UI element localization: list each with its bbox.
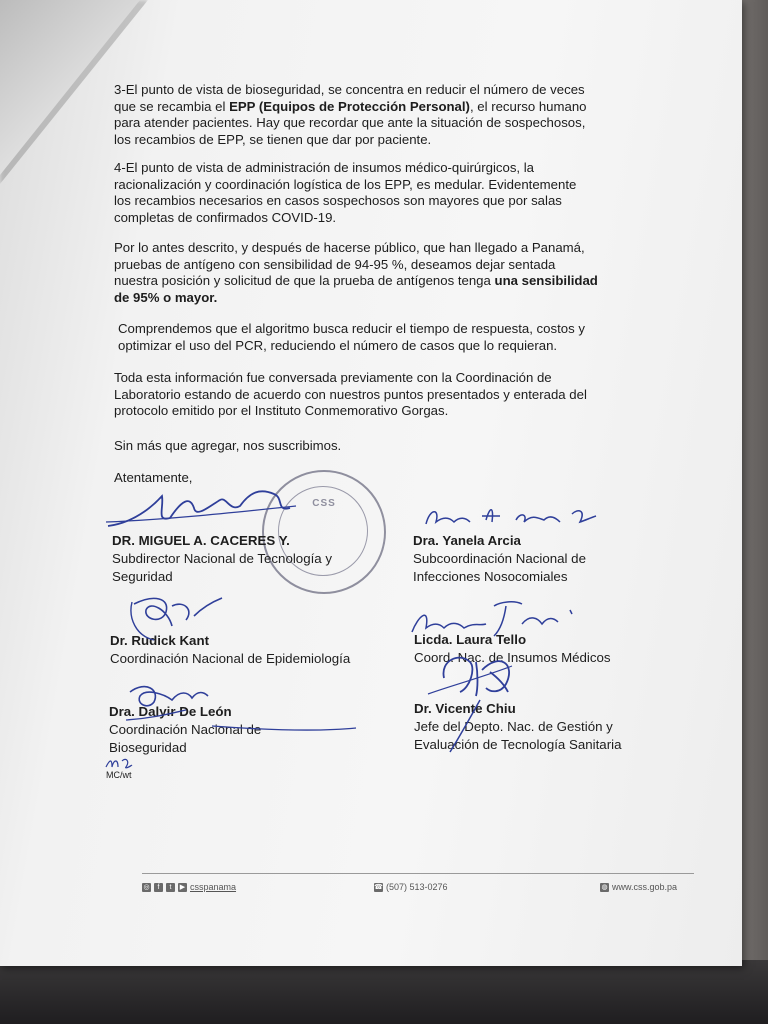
paragraph-line bbox=[114, 273, 646, 290]
paragraph-line: los recambios de EPP, se tienen que dar por paciente. bbox=[114, 131, 432, 147]
signatory-name: Licda. Laura Tello bbox=[414, 632, 527, 647]
closing-sentence: Sin más que agregar, nos suscribimos. bbox=[114, 438, 342, 453]
background-bottom bbox=[0, 960, 768, 1024]
typist-initials: MC/wt bbox=[106, 770, 132, 780]
signatory-chiu bbox=[414, 700, 621, 754]
footer-social bbox=[142, 882, 236, 892]
facebook-icon: f bbox=[154, 883, 163, 892]
paragraph-line: completas de confirmados COVID-19. bbox=[114, 209, 337, 225]
signatory-caceres bbox=[112, 532, 332, 586]
paragraph-line: Toda esta información fue conversada previamente con la Coordinación de bbox=[114, 370, 552, 385]
footer-phone bbox=[374, 882, 448, 892]
youtube-icon: ▶ bbox=[179, 883, 186, 891]
footer-social-handle: csspanama bbox=[190, 882, 237, 892]
signatory-title: Subdirector Nacional de Tecnología y bbox=[112, 551, 333, 566]
paragraph-line: 3-El punto de vista de bioseguridad, se concentra en reducir el número de veces bbox=[114, 82, 585, 97]
signatory-title: Infecciones Nosocomiales bbox=[413, 569, 568, 584]
text-run: nuestra posición y solicitud de que la prueba de antígenos tenga bbox=[114, 273, 495, 288]
paragraph-line: Por lo antes descrito, y después de hacerse público, que han llegado a Panamá, bbox=[114, 240, 585, 255]
paragraph-line: racionalización y coordinación logística de los EPP, es medular. Evidentemente bbox=[114, 176, 577, 192]
text-run-bold: de 95% o mayor. bbox=[114, 289, 218, 305]
signatory-name: DR. MIGUEL A. CACERES Y. bbox=[112, 533, 290, 548]
signatory-arcia bbox=[413, 532, 586, 586]
paragraph-4 bbox=[114, 160, 646, 226]
signatory-name: Dr. Vicente Chiu bbox=[414, 701, 516, 716]
paragraph-line: Comprendemos que el algoritmo busca reducir el tiempo de respuesta, costos y bbox=[118, 321, 585, 336]
signature-arcia bbox=[420, 500, 600, 534]
signatory-title: Coord. Nac. de Insumos Médicos bbox=[414, 650, 611, 665]
paragraph-6 bbox=[118, 321, 646, 354]
footer-website-url: www.css.gob.pa bbox=[612, 882, 678, 892]
signatory-title: Coordinación Nacional de bbox=[109, 722, 262, 737]
text-run: que se recambia el bbox=[114, 98, 230, 114]
signatory-title: Jefe del Depto. Nac. de Gestión y bbox=[414, 719, 613, 734]
globe-icon: ◍ bbox=[601, 883, 608, 891]
twitter-icon: t bbox=[166, 883, 175, 892]
instagram-icon: ◎ bbox=[143, 883, 150, 891]
text-run: , el recurso humano bbox=[469, 98, 587, 114]
paragraph-line bbox=[114, 290, 646, 307]
signatory-name: Dra. Dalyir De León bbox=[109, 704, 232, 719]
stamp-text: CSS bbox=[312, 498, 336, 509]
paragraph-line: los recambios necesarios en casos sospechosos son mayores que por salas bbox=[114, 193, 562, 208]
paragraph-line: optimizar el uso del PCR, reduciendo el número de casos que lo requieran. bbox=[118, 337, 558, 353]
initials-mark bbox=[104, 755, 134, 771]
footer-divider bbox=[142, 873, 694, 874]
signatory-title: Bioseguridad bbox=[109, 740, 187, 755]
closing-salutation: Atentamente, bbox=[114, 470, 193, 485]
paragraph-line: Laboratorio estando de acuerdo con nuestros puntos presentados y enterada del bbox=[114, 386, 587, 402]
paragraph-line bbox=[114, 99, 646, 116]
phone-icon: ☎ bbox=[374, 883, 383, 891]
paragraph-3 bbox=[114, 82, 646, 148]
paragraph-line: para atender pacientes. Hay que recordar que ante la situación de sospechosos, bbox=[114, 115, 586, 130]
text-run-bold: una sensibilidad bbox=[494, 273, 598, 288]
signatory-title: Coordinación Nacional de Epidemiología bbox=[110, 651, 351, 666]
signatory-title: Subcoordinación Nacional de bbox=[413, 551, 586, 566]
signatory-de-leon bbox=[109, 703, 261, 757]
footer-website bbox=[600, 882, 677, 892]
signatory-title: Seguridad bbox=[112, 569, 173, 584]
signatory-title: Evaluación de Tecnología Sanitaria bbox=[414, 737, 622, 752]
paragraph-line: protocolo emitido por el Instituto Conmemorativo Gorgas. bbox=[114, 403, 449, 418]
signatory-kant bbox=[110, 632, 350, 668]
signatory-name: Dra. Yanela Arcia bbox=[413, 533, 521, 548]
paragraph-5 bbox=[114, 240, 646, 306]
footer-phone-number: (507) 513-0276 bbox=[386, 882, 448, 892]
paragraph-7 bbox=[114, 370, 646, 420]
paragraph-line: 4-El punto de vista de administración de insumos médico-quirúrgicos, la bbox=[114, 160, 535, 175]
paragraph-line: pruebas de antígeno con sensibilidad de 94-95 %, deseamos dejar sentada bbox=[114, 256, 556, 272]
signatory-name: Dr. Rudick Kant bbox=[110, 633, 210, 648]
signatory-tello bbox=[414, 631, 611, 667]
text-run-bold: EPP (Equipos de Protección Personal) bbox=[229, 98, 470, 114]
